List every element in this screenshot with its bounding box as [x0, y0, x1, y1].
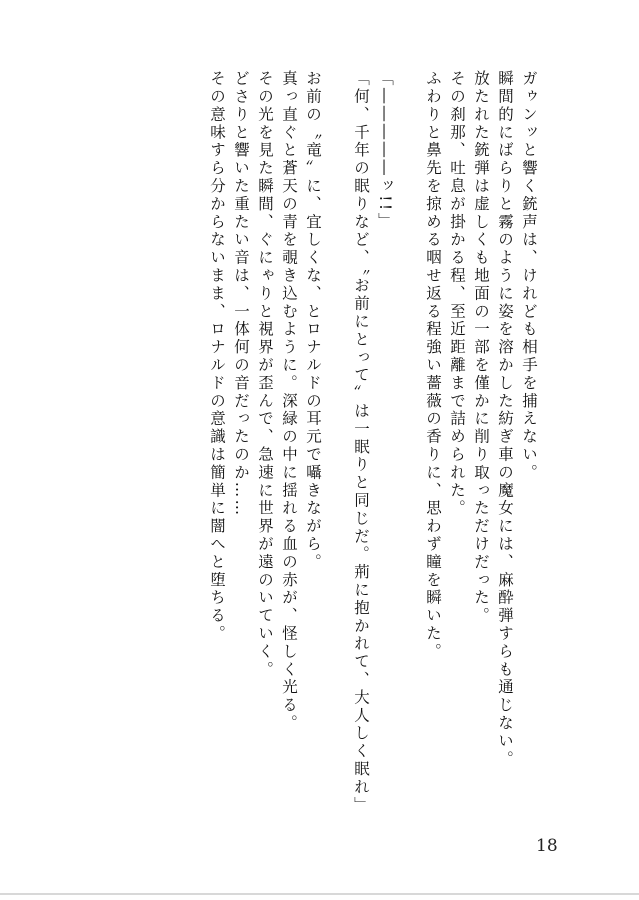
- page-number: 18: [536, 836, 558, 856]
- paragraph-7: 真っ直ぐと蒼天の青を覗き込むように。深緑の中に揺れる血の赤が、怪しく光る。: [280, 70, 298, 733]
- paragraph-9: どさりと響いた重たい音は、一体何の音だったのか……: [232, 70, 250, 518]
- paragraph-1: ガゥンッと響く銃声は、けれども相手を捕えない。: [520, 70, 538, 482]
- paragraph-4: その刹那、吐息が掛かる程、至近距離まで詰められた。: [448, 70, 466, 518]
- paragraph-3: 放たれた銃弾は虚しくも地面の一部を僅かに削り取っただけだった。: [472, 70, 490, 625]
- paragraph-5: ふわりと鼻先を掠める咽せ返る程強い薔薇の香りに、思わず瞳を瞬いた。: [424, 70, 442, 661]
- dialogue-line-1: 「―――――ッ!!」: [376, 70, 394, 231]
- dialogue-line-2: 「何、千年の眠りなど、〝お前にとって〟は一眠りと同じだ。荊に抱かれて、大人しく眠れ」: [352, 70, 370, 815]
- vertical-text-body: [205, 70, 541, 815]
- paragraph-8: その光を見た瞬間、ぐにゃりと視界が歪んで、急速に世界が遠のいていく。: [256, 70, 274, 679]
- paragraph-10: その意味すら分からないまま、ロナルドの意識は簡単に闇へと堕ちる。: [208, 70, 226, 643]
- paragraph-2: 瞬間的にばらりと霧のように姿を溶かした紡ぎ車の魔女には、麻酔弾すらも通じない。: [496, 70, 514, 769]
- blank-line: [397, 70, 421, 71]
- paragraph-6: お前の〝竜〟に、宜しくな、とロナルドの耳元で囁きながら。: [304, 70, 322, 572]
- blank-line: [325, 70, 349, 71]
- page-divider: [0, 893, 639, 895]
